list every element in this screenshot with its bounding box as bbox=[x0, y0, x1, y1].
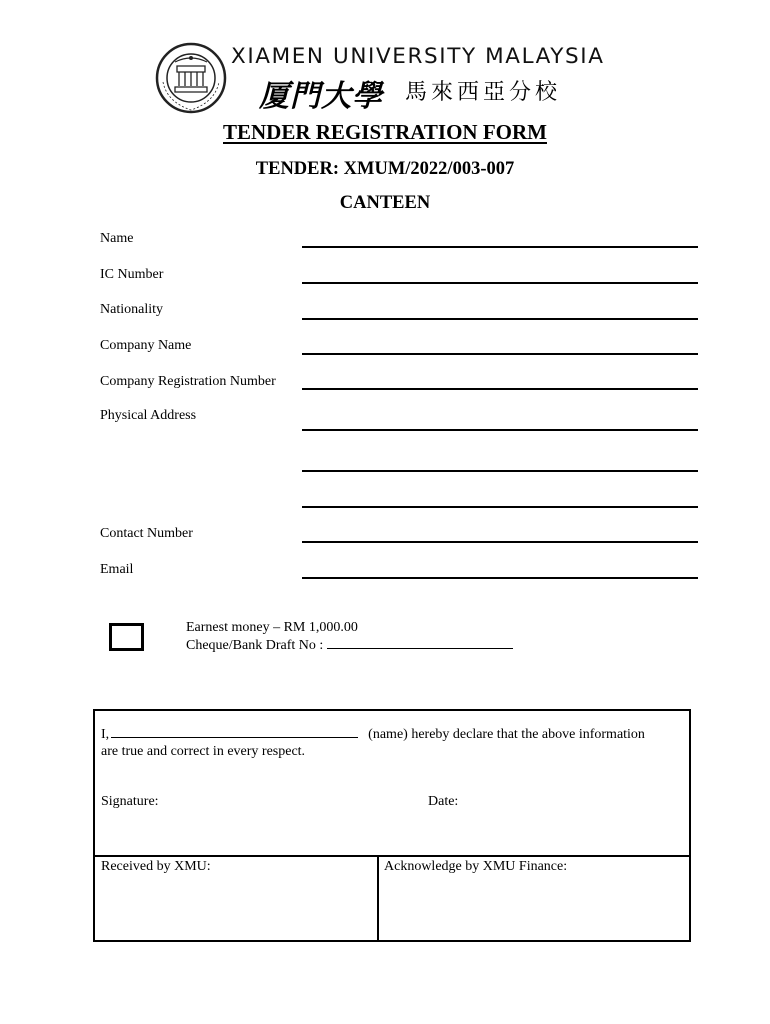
cheque-no-label: Cheque/Bank Draft No : bbox=[186, 638, 327, 653]
date-label: Date: bbox=[428, 794, 459, 809]
nationality-field[interactable] bbox=[302, 318, 698, 320]
contact-label: Contact Number bbox=[100, 526, 193, 541]
address-field-line-1[interactable] bbox=[302, 429, 698, 431]
cheque-no-row bbox=[186, 637, 513, 655]
university-seal-icon bbox=[155, 42, 227, 114]
tender-reference: TENDER: XMUM/2022/003-007 bbox=[255, 159, 515, 179]
name-field[interactable] bbox=[302, 246, 698, 248]
tender-category: CANTEEN bbox=[339, 193, 431, 213]
table-column-divider bbox=[377, 855, 379, 942]
contact-field[interactable] bbox=[302, 541, 698, 543]
company-reg-label: Company Registration Number bbox=[100, 374, 276, 389]
declaration-line-1 bbox=[101, 726, 645, 743]
declaration-suffix: (name) hereby declare that the above information bbox=[368, 727, 645, 742]
declaration-box bbox=[93, 709, 691, 942]
declaration-line-2: are true and correct in every respect. bbox=[101, 744, 306, 759]
company-name-label: Company Name bbox=[100, 338, 192, 353]
name-label: Name bbox=[100, 231, 134, 246]
address-field-line-3[interactable] bbox=[302, 506, 698, 508]
nationality-label: Nationality bbox=[100, 302, 163, 317]
earnest-money-label: Earnest money – RM 1,000.00 bbox=[186, 620, 358, 635]
ic-number-label: IC Number bbox=[100, 267, 164, 282]
address-field-line-2[interactable] bbox=[302, 470, 698, 472]
table-divider bbox=[95, 855, 689, 857]
company-name-field[interactable] bbox=[302, 353, 698, 355]
signature-label: Signature: bbox=[101, 794, 159, 809]
declarant-name-field[interactable] bbox=[111, 726, 358, 738]
acknowledge-by-label: Acknowledge by XMU Finance: bbox=[384, 859, 568, 874]
address-label: Physical Address bbox=[100, 408, 197, 423]
university-name-cn: 厦門大學 bbox=[259, 79, 383, 114]
university-header bbox=[155, 40, 625, 112]
company-reg-field[interactable] bbox=[302, 388, 698, 390]
email-field[interactable] bbox=[302, 577, 698, 579]
earnest-money-checkbox[interactable] bbox=[109, 623, 144, 651]
email-label: Email bbox=[100, 562, 134, 577]
cheque-no-field[interactable] bbox=[327, 637, 513, 649]
received-by-label: Received by XMU: bbox=[101, 859, 211, 874]
declaration-prefix: I, bbox=[101, 727, 110, 742]
form-title: TENDER REGISTRATION FORM bbox=[223, 120, 547, 144]
university-branch-cn: 馬來西亞分校 bbox=[405, 80, 562, 105]
ic-number-field[interactable] bbox=[302, 282, 698, 284]
university-name-en: XIAMEN UNIVERSITY MALAYSIA bbox=[231, 44, 605, 69]
